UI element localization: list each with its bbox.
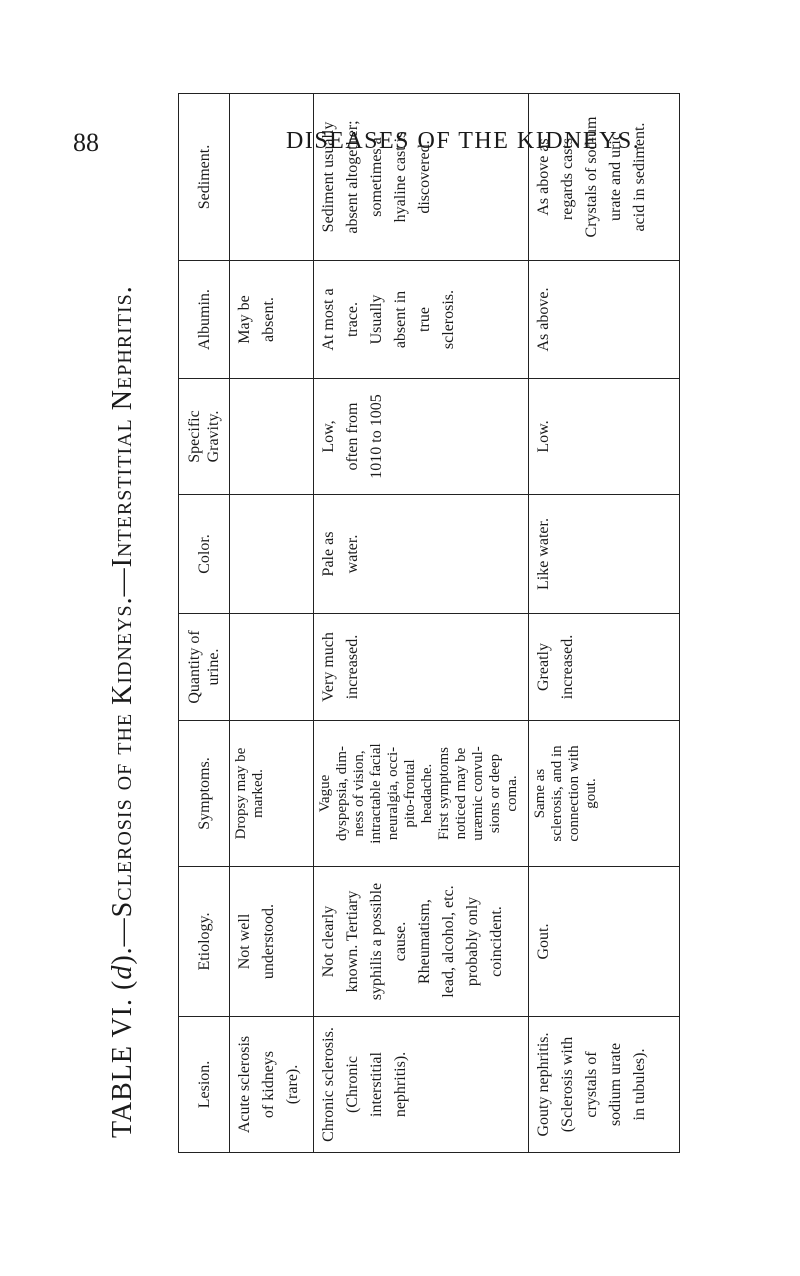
table-row: [230, 94, 314, 1153]
cell-quantity: Greatly increased.: [529, 614, 680, 721]
cell-lesion: Gouty nephritis. (Sclerosis with crystals of sodium urate in tubules).: [529, 1017, 680, 1153]
table-title: [108, 285, 138, 1138]
cell-symptoms: Dropsy may be marked.: [230, 721, 314, 867]
cell-sediment: [230, 94, 314, 261]
running-head: DISEASES OF THE KIDNEYS.: [286, 128, 641, 154]
cell-color: Pale as water.: [314, 495, 529, 614]
table-title-prefix: TABLE VI. (: [107, 979, 138, 1138]
sclerosis-table: [178, 93, 680, 1153]
cell-albumin: May be absent.: [230, 261, 314, 379]
cell-albumin: At most a trace. Usually absent in true sclerosis.: [314, 261, 529, 379]
table-row: [529, 94, 680, 1153]
cell-quantity: [230, 614, 314, 721]
cell-quantity: Very much increased.: [314, 614, 529, 721]
header-color: Color.: [179, 495, 230, 614]
cell-etiology: Not clearly known. Tertiary syphilis a possible cause. Rheumatism, lead, alcohol, etc. probably only coincident.: [314, 867, 529, 1017]
header-sediment: Sediment.: [179, 94, 230, 261]
cell-sediment: Sediment usually absent altogether; sometimes a hyaline cast is discovered.: [314, 94, 529, 261]
header-symptoms: Symptoms.: [179, 721, 230, 867]
table-title-letter: d: [107, 964, 138, 980]
cell-gravity: [230, 379, 314, 495]
header-albumin: Albumin.: [179, 261, 230, 379]
cell-lesion: Acute sclerosis of kidneys (rare).: [230, 1017, 314, 1153]
header-row: [179, 94, 230, 1153]
cell-color: [230, 495, 314, 614]
header-quantity: Quantity of urine.: [179, 614, 230, 721]
cell-etiology: Gout.: [529, 867, 680, 1017]
page-number: 88: [73, 128, 99, 157]
cell-sediment: As above as regards casts. Crystals of sodium urate and uric acid in sediment.: [529, 94, 680, 261]
cell-gravity: Low.: [529, 379, 680, 495]
cell-symptoms: Vague dyspepsia, dim- ness of vision, intractable facial neuralgia, occi- pito-frontal headache. First symptoms noticed may be uræmic convul- sions or deep coma.: [314, 721, 529, 867]
header-lesion: Lesion.: [179, 1017, 230, 1153]
cell-etiology: Not well understood.: [230, 867, 314, 1017]
table-row: [314, 94, 529, 1153]
cell-lesion: Chronic sclerosis. (Chronic interstitial nephritis).: [314, 1017, 529, 1153]
cell-color: Like water.: [529, 495, 680, 614]
cell-gravity: Low, often from 1010 to 1005: [314, 379, 529, 495]
table-title-suffix: ).—Sclerosis of the Kidneys.—Interstitial Nephritis.: [107, 285, 138, 965]
cell-albumin: As above.: [529, 261, 680, 379]
cell-symptoms: Same as sclerosis, and in connection with gout.: [529, 721, 680, 867]
header-gravity: Specific Gravity.: [179, 379, 230, 495]
header-etiology: Etiology.: [179, 867, 230, 1017]
